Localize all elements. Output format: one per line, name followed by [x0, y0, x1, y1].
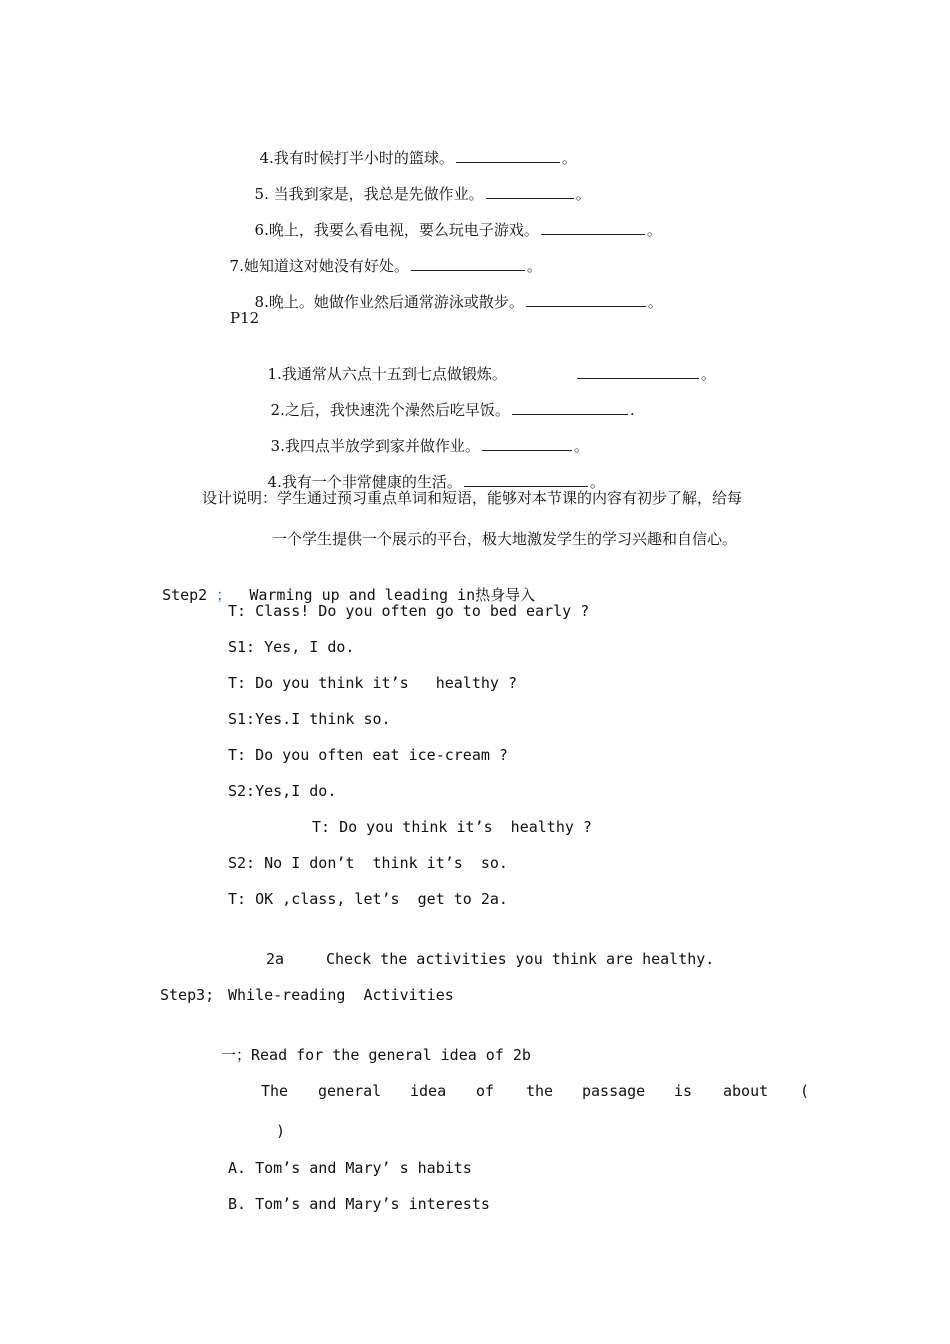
translation-item: 2.之后，我快速洗个澡然后吃早饭。 . [270, 401, 635, 419]
page-label: P12 [230, 309, 260, 327]
answer-blank[interactable] [577, 364, 699, 379]
step2-separator: ； [216, 586, 232, 604]
step3-title: While-reading Activities [228, 986, 454, 1004]
option-a: A. Tom’s and Mary’ s habits [228, 1159, 472, 1177]
item-text: 4.我有一个非常健康的生活。 [267, 473, 462, 491]
step2-title: Warming up and leading in热身导入 [249, 586, 536, 604]
design-note-line-1: 设计说明：学生通过预习重点单词和短语，能够对本节课的内容有初步了解，给每 [202, 489, 743, 507]
question-word: passage [582, 1082, 646, 1100]
translation-item: 3.我四点半放学到家并做作业。 。 [270, 437, 589, 455]
translation-item: 7.她知道这对她没有好处。 。 [229, 257, 542, 275]
answer-blank[interactable] [541, 220, 645, 235]
answer-blank[interactable] [456, 148, 560, 163]
answer-paren-close[interactable]: ) [276, 1122, 286, 1140]
item-text: 4.我有时候打半小时的篮球。 [259, 149, 454, 167]
question-word: general [318, 1082, 382, 1100]
answer-blank[interactable] [526, 292, 646, 307]
answer-blank[interactable] [464, 472, 588, 487]
question-word: is [674, 1082, 693, 1100]
answer-blank[interactable] [512, 400, 628, 415]
option-b: B. Tom’s and Mary’s interests [228, 1195, 490, 1213]
answer-blank[interactable] [486, 184, 574, 199]
step3-label: Step3; [160, 986, 215, 1004]
item-text: 3.我四点半放学到家并做作业。 [270, 437, 480, 455]
dialogue-line: S1: Yes, I do. [228, 638, 355, 656]
item-text: 6.晚上，我要么看电视，要么玩电子游戏。 [254, 221, 539, 239]
item-text: 1.我通常从六点十五到七点做锻炼。 [267, 365, 507, 383]
translation-item: 8.晚上。她做作业然后通常游泳或散步。 。 [254, 293, 663, 311]
item-text: 7.她知道这对她没有好处。 [229, 257, 409, 275]
answer-paren-open[interactable]: ( [800, 1082, 810, 1100]
dialogue-line: S2: No I don’t think it’s so. [228, 854, 508, 872]
question-word: idea [410, 1082, 447, 1100]
translation-item: 4.我有时候打半小时的篮球。 。 [259, 149, 577, 167]
design-note-line-2: 一个学生提供一个展示的平台，极大地激发学生的学习兴趣和自信心。 [272, 530, 738, 548]
dialogue-line: S1:Yes.I think so. [228, 710, 391, 728]
item-text: 5. 当我到家是，我总是先做作业。 [254, 185, 484, 203]
part1-heading: 一；Read for the general idea of 2b [221, 1046, 531, 1064]
question-word: The [261, 1082, 289, 1100]
dialogue-line: T: Do you think it’s healthy ? [228, 674, 517, 692]
dialogue-line: S2:Yes,I do. [228, 782, 337, 800]
step2-heading [144, 565, 535, 605]
question-word: about [723, 1082, 769, 1100]
dialogue-line: T: OK ,class, let’s get to 2a. [228, 890, 508, 908]
translation-item: 5. 当我到家是，我总是先做作业。 。 [254, 185, 591, 203]
answer-blank[interactable] [411, 256, 525, 271]
task-2a-label: 2a [266, 950, 285, 968]
task-2a-text: Check the activities you think are healthy. [326, 950, 715, 968]
item-text: 2.之后，我快速洗个澡然后吃早饭。 [270, 401, 510, 419]
translation-item: 4.我有一个非常健康的生活。 。 [267, 473, 605, 491]
dialogue-line: T: Do you think it’s healthy ? [312, 818, 592, 836]
dialogue-line: T: Do you often eat ice-cream ? [228, 746, 508, 764]
dialogue-line: T: Class! Do you often go to bed early ? [228, 602, 590, 620]
translation-item: 1.我通常从六点十五到七点做锻炼。 。 [267, 365, 716, 383]
translation-item: 6.晚上，我要么看电视，要么玩电子游戏。 。 [254, 221, 662, 239]
question-word: of [476, 1082, 495, 1100]
answer-blank[interactable] [482, 436, 572, 451]
item-text: 8.晚上。她做作业然后通常游泳或散步。 [254, 293, 524, 311]
question-word: the [526, 1082, 554, 1100]
step2-label: Step2 [162, 586, 208, 604]
